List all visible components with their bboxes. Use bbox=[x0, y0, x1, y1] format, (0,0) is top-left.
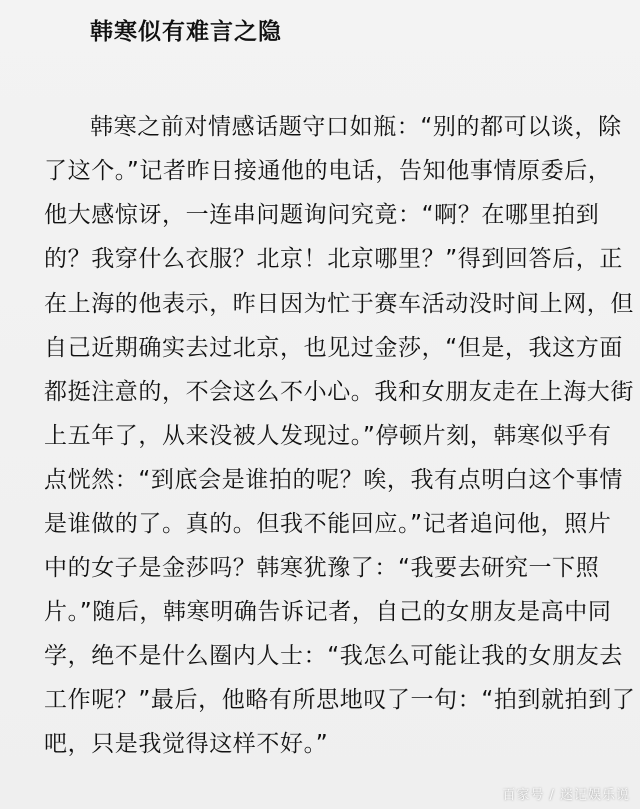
article-heading: 韩寒似有难言之隐 bbox=[90, 19, 282, 45]
paragraph-line: 自己近期确实去过北京，也见过金莎，“但是，我这方面 bbox=[44, 335, 623, 361]
paragraph-line: 工作呢？”最后，他略有所思地叹了一句：“拍到就拍到了 bbox=[44, 687, 636, 713]
paragraph-line: 韩寒之前对情感话题守口如瓶：“别的都可以谈，除 bbox=[90, 114, 622, 140]
paragraph-line: 学，绝不是什么圈内人士：“我怎么可能让我的女朋友去 bbox=[44, 643, 623, 669]
paragraph-line: 是谁做的了。真的。但我不能回应。”记者追问他，照片 bbox=[44, 511, 612, 537]
paragraph-line: 了这个。”记者昨日接通他的电话，告知他事情原委后， bbox=[44, 158, 612, 184]
paragraph-line: 点恍然：“到底会是谁拍的呢？唉，我有点明白这个事情 bbox=[44, 467, 623, 493]
source-watermark: 百家号 / 迷记娱乐说 bbox=[502, 788, 630, 803]
paragraph-line: 他大感惊讶，一连串问题询问究竟：“啊？在哪里拍到 bbox=[44, 202, 600, 228]
paragraph-line: 都挺注意的，不会这么不小心。我和女朋友走在上海大街 bbox=[44, 379, 634, 405]
paragraph-line: 片。”随后，韩寒明确告诉记者，自己的女朋友是高中同 bbox=[44, 599, 612, 625]
paragraph-line: 的？我穿什么衣服？北京！北京哪里？”得到回答后，正 bbox=[44, 246, 623, 272]
paragraph-line: 上五年了，从来没被人发现过。”停顿片刻，韩寒似乎有 bbox=[44, 423, 612, 449]
paragraph-line: 吧，只是我觉得这样不好。” bbox=[44, 731, 329, 757]
paragraph-line: 中的女子是金莎吗？韩寒犹豫了：“我要去研究一下照 bbox=[44, 555, 600, 581]
paragraph-line: 在上海的他表示，昨日因为忙于赛车活动没时间上网，但 bbox=[44, 291, 634, 317]
